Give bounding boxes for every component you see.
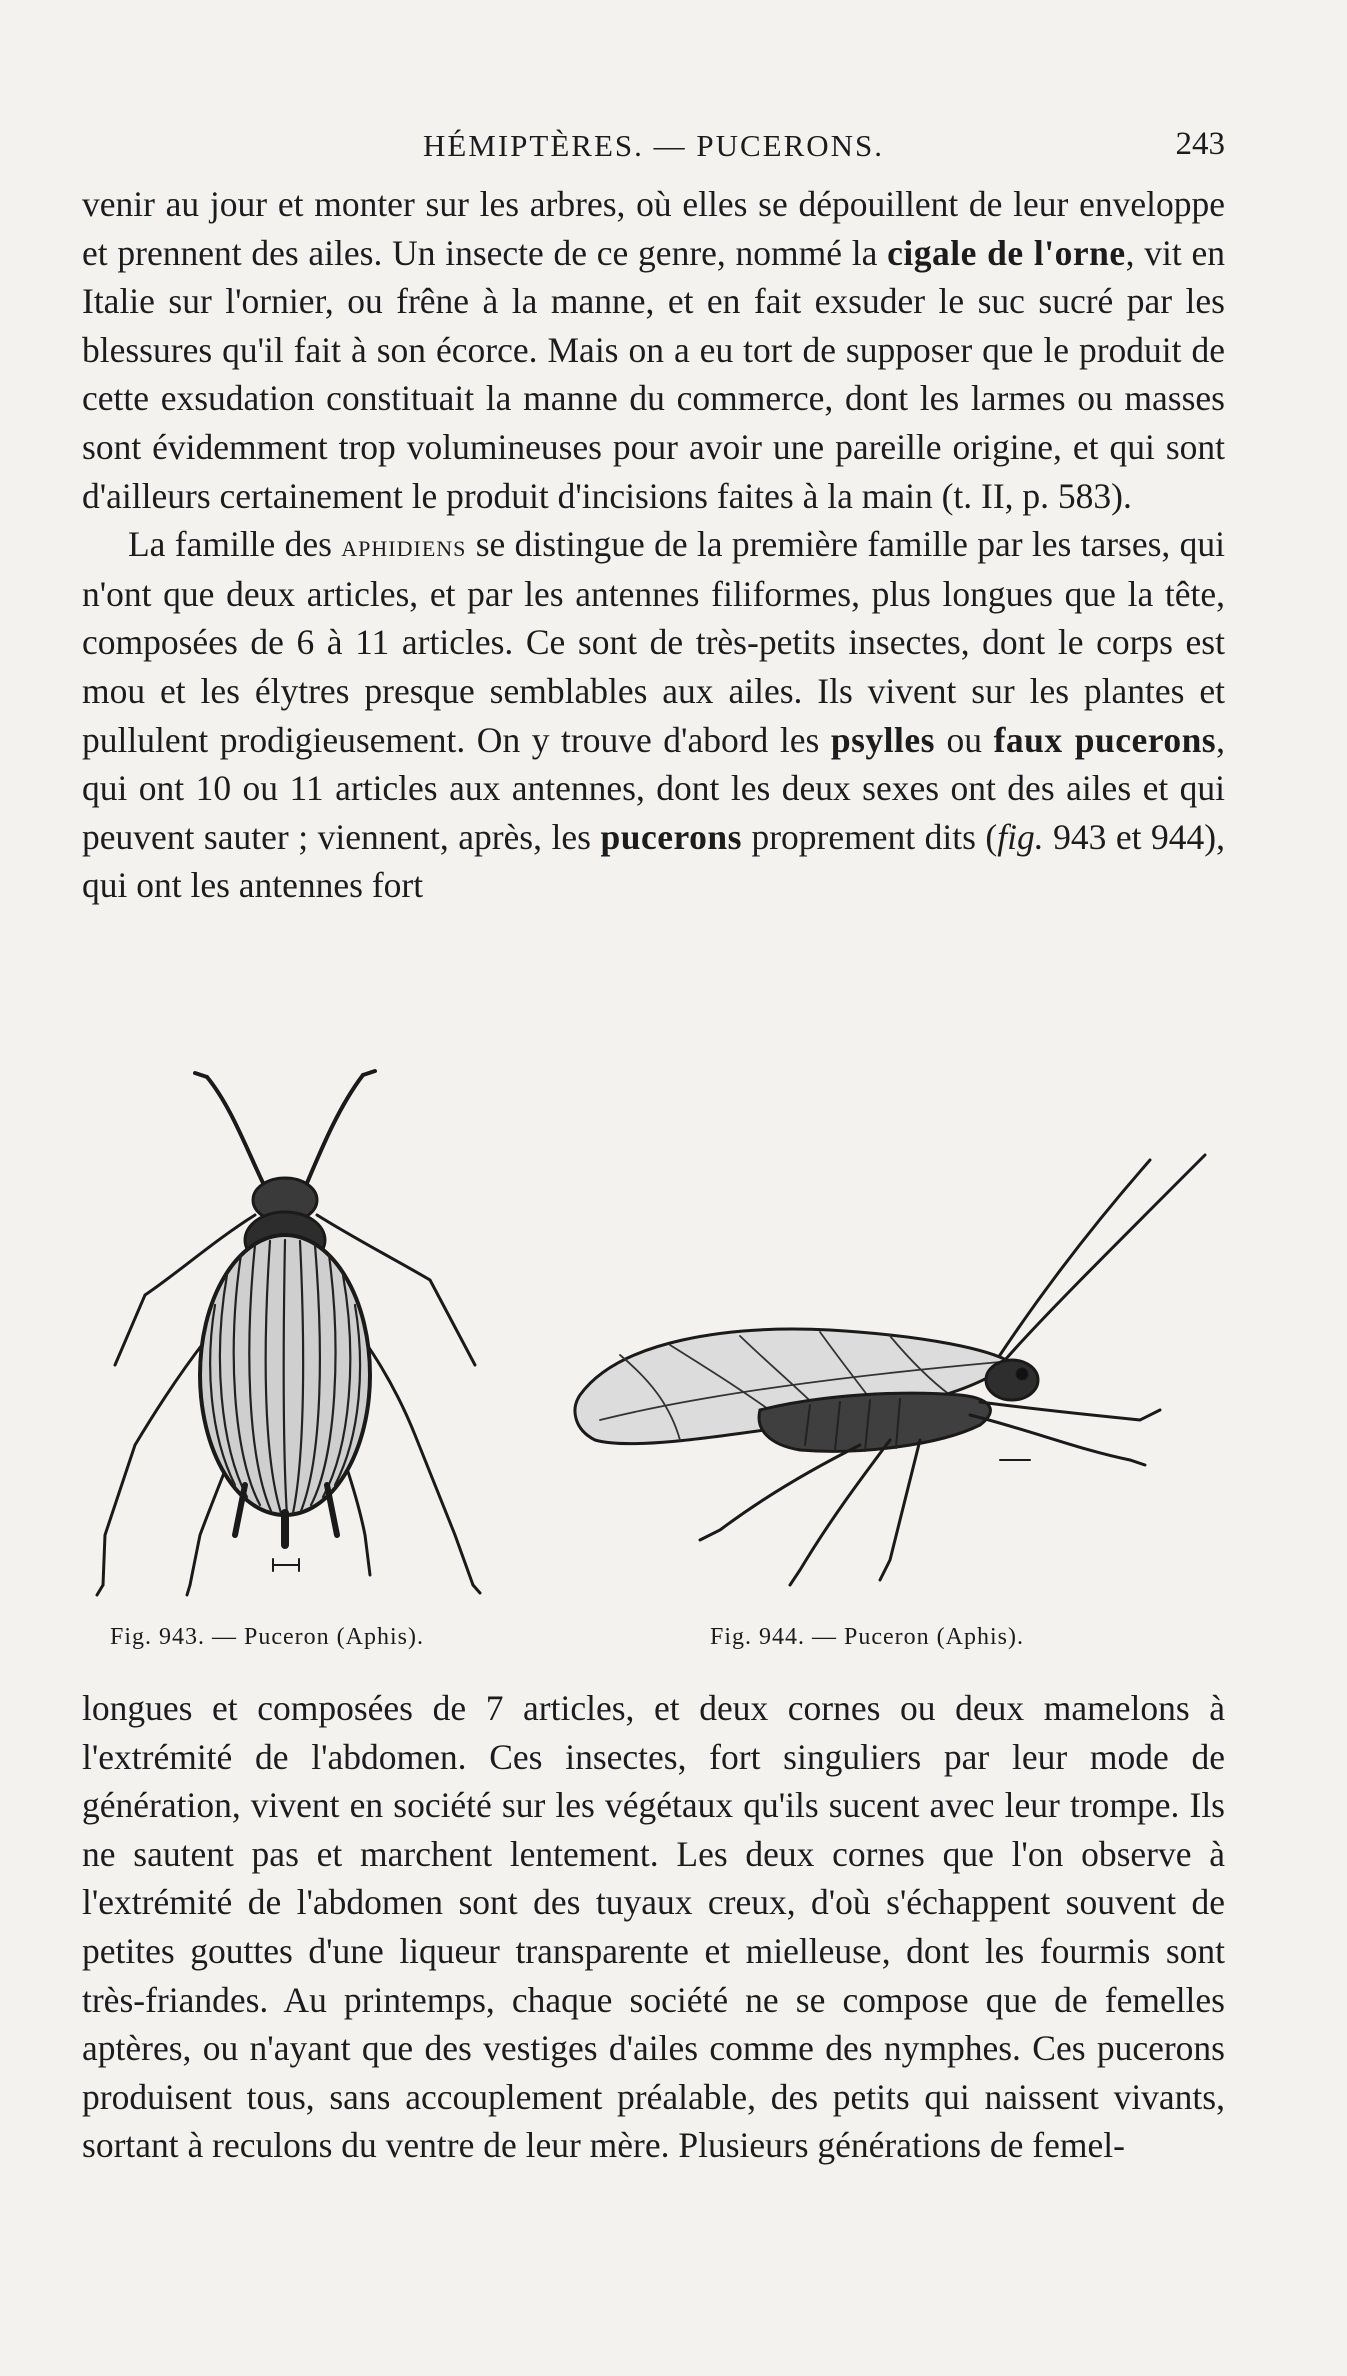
figure-943-caption: Fig. 943. — Puceron (Aphis). [110, 1624, 424, 1650]
text-run: La famille des [128, 524, 342, 565]
fig-reference: fig. [997, 816, 1044, 857]
upper-text [82, 180, 1225, 910]
paragraph-aphidiens [82, 520, 1225, 910]
text-run: , qui ont 10 ou 11 articles aux antennes, dont les deux sexes ont des ailes et qui peuvent sauter ; viennent, après, les [82, 719, 1226, 857]
text-run: ou [934, 719, 994, 760]
figure-944-caption: Fig. 944. — Puceron (Aphis). [710, 1624, 1024, 1650]
text-run: venir au jour et monter sur les arbres, où elles se dépouillent de leur enveloppe et prennent des ailes. Un insecte de ce genre, nommé la [82, 184, 1225, 273]
term-pucerons: pucerons [600, 816, 742, 857]
paragraph-cigale [82, 180, 1225, 520]
term-psylles: psylles [830, 719, 935, 760]
lower-text [82, 1684, 1225, 2170]
aphid-apterous-illustration [95, 1065, 495, 1620]
term-faux-pucerons: faux pucerons [993, 719, 1217, 760]
term-cigale-de-l-orne: cigale de l'orne [887, 232, 1126, 273]
term-aphidiens: aphidiens [341, 527, 467, 564]
paragraph-pucerons-continued: longues et composées de 7 articles, et deux cornes ou deux mamelons à l'extrémité de l'abdomen. Ces insectes, fort singuliers par leur mode de génération, vivent en société sur les végétaux qu'ils sucent avec leur trompe. Ils ne sautent pas et marchent lentement. Les deux cornes que l'on observe à l'extrémité de l'abdomen sont des tuyaux creux, d'où s'échappent souvent de petites gouttes d'une liqueur transparente et mielleuse, dont les fourmis sont très-friandes. Au printemps, chaque société ne se compose que de femelles aptères, ou n'ayant que des vestiges d'ailes comme des nymphes. Ces pucerons produisent tous, sans accouplement préalable, des petits qui naissent vivants, sortant à reculons du ventre de leur mère. Plusieurs générations de femel- [82, 1688, 1225, 2166]
text-run: proprement dits ( [741, 816, 998, 857]
aphid-winged-illustration [560, 1140, 1220, 1610]
running-title: HÉMIPTÈRES. — PUCERONS. [422, 128, 885, 163]
text-run: , vit en Italie sur l'ornier, ou frêne à la manne, et en fait exsuder le suc sucré par les blessures qu'il fait à son écorce. Mais on a eu tort de supposer que le produit de cette exsudation constituait la manne du commerce, dont les larmes ou masses sont évidemment trop volumineuses pour avoir une pareille origine, et qui sont d'ailleurs certainement le produit d'incisions faites à la main (t. II, p. 583). [82, 232, 1225, 516]
text-run: 943 et 944), qui ont les antennes fort [82, 816, 1226, 906]
page-number: 243 [1175, 126, 1225, 162]
text-run: se distingue de la première famille par les tarses, qui n'ont que deux articles, et par les antennes filiformes, plus longues que la tête, composées de 6 à 11 articles. Ce sont de très-petits insectes, dont le corps est mou et les élytres presque semblables aux ailes. Ils vivent sur les plantes et pullulent prodigieusement. On y trouve d'abord les [82, 524, 1225, 760]
page-header [82, 122, 1225, 172]
